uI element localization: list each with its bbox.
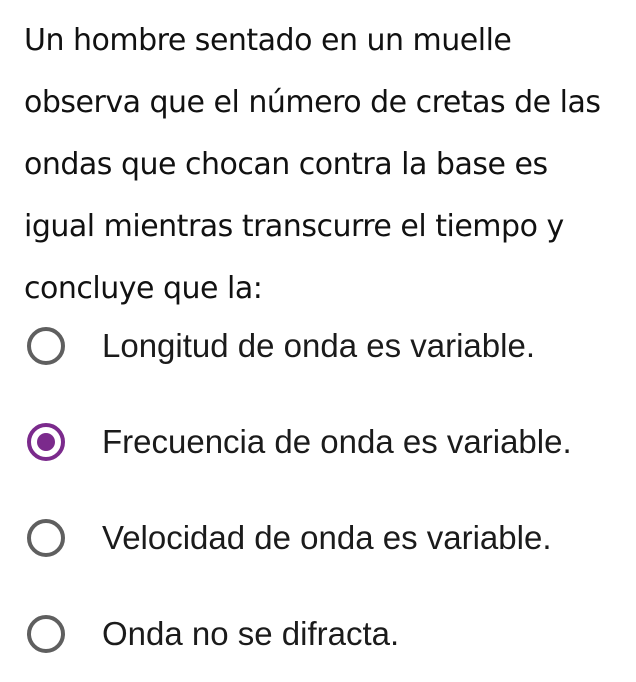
option-2[interactable] — [0, 394, 636, 490]
option-label: Longitud de onda es variable. — [102, 327, 535, 364]
option-3[interactable] — [0, 490, 636, 586]
radio-unchecked-icon[interactable] — [26, 326, 66, 366]
option-4[interactable] — [0, 586, 636, 682]
question-text: Un hombre sentado en un muelle observa que el número de cretas de las ondas que chocan contra la base es igual mientras transcurre el tiempo y concluye que la: — [24, 23, 601, 306]
answer-options — [0, 298, 636, 682]
option-label: Velocidad de onda es variable. — [102, 519, 552, 556]
option-label: Onda no se difracta. — [102, 615, 400, 652]
option-label: Frecuencia de onda es variable. — [102, 423, 572, 460]
radio-unchecked-icon[interactable] — [26, 518, 66, 558]
radio-unchecked-icon[interactable] — [26, 614, 66, 654]
option-1[interactable] — [0, 298, 636, 394]
radio-checked-icon[interactable] — [26, 422, 66, 462]
